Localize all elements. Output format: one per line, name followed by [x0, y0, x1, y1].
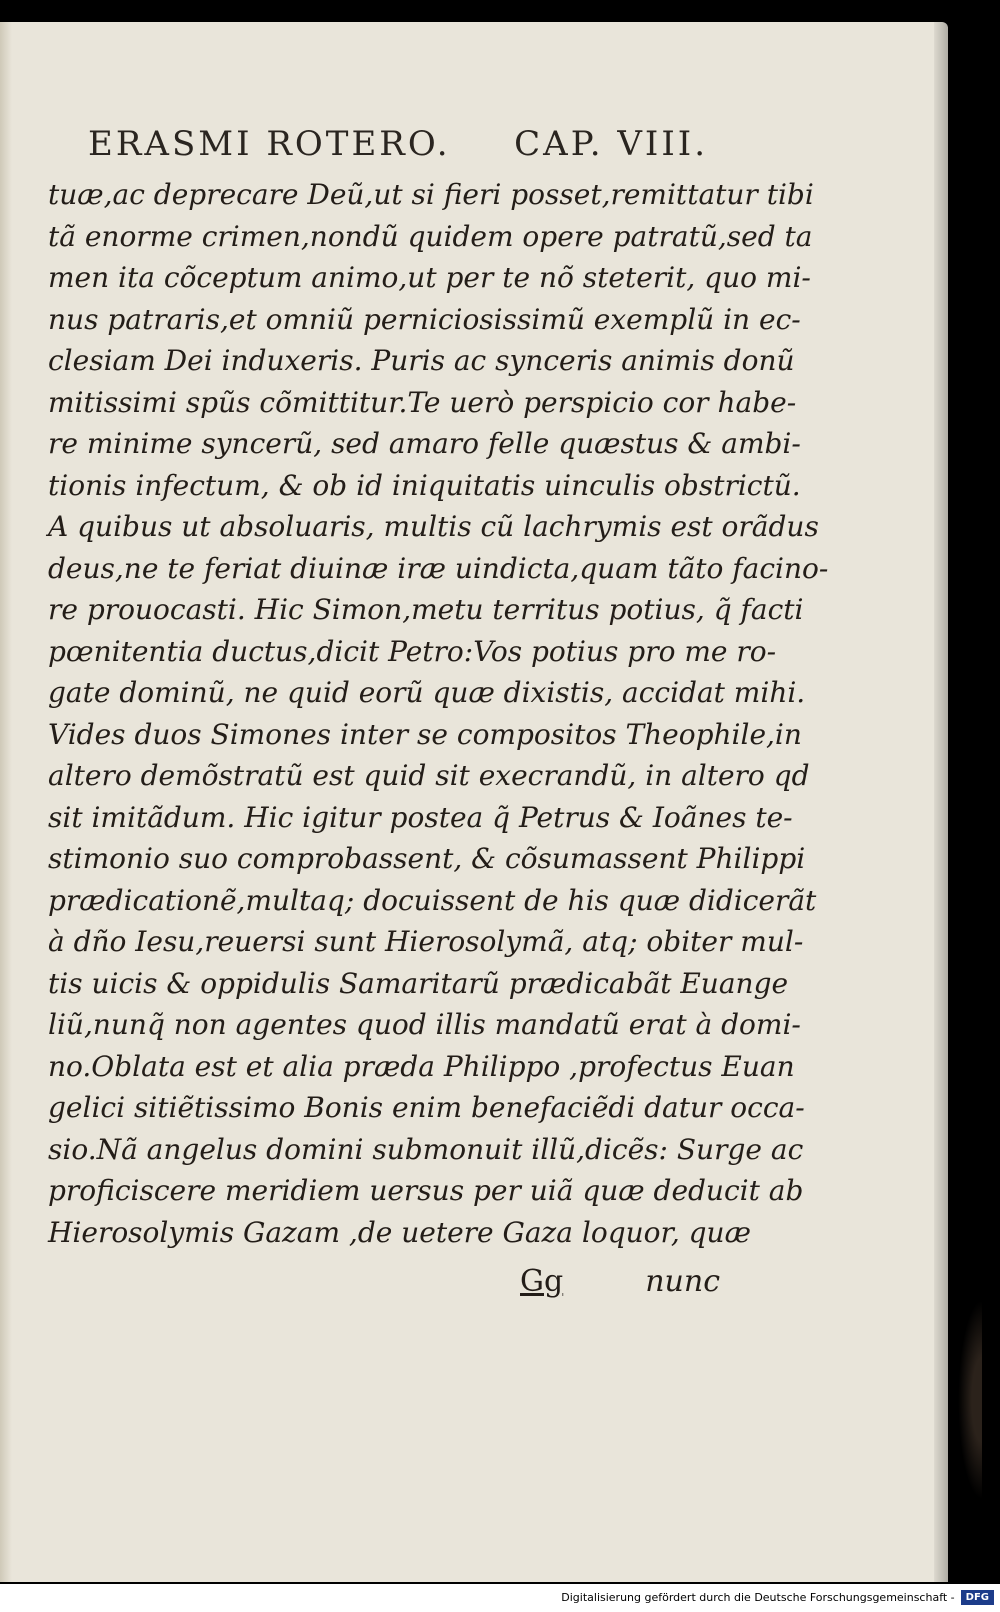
text-line: stimonio suo comprobassent, & cõsumassent Philippi	[48, 842, 806, 875]
text-line: tionis infectum, & ob id iniquitatis uinculis obstrictũ.	[48, 468, 801, 502]
text-line: deus,ne te feriat diuinæ iræ uindicta,quam tãto facino-	[48, 551, 829, 585]
footer-credit: Digitalisierung gefördert durch die Deutsche Forschungsgemeinschaft -	[561, 1590, 955, 1604]
running-head-left: ERASMI ROTERO.	[88, 124, 451, 164]
text-block	[48, 174, 829, 1253]
text-line: prædicationẽ,multaq; docuissent de his quæ didicerãt	[48, 883, 817, 917]
text-line: mitissimi spũs cõmittitur.Te uerò perspicio cor habe-	[48, 385, 797, 419]
catchword: nunc	[645, 1264, 720, 1299]
text-line: Vides duos Simones inter se compositos Theophile,in	[48, 717, 802, 751]
book-page	[0, 22, 948, 1582]
running-head	[88, 124, 708, 164]
text-line: sit imitãdum. Hic igitur postea q̃ Petrus & Ioãnes te-	[48, 800, 793, 834]
text-line: nus patraris,et omniũ perniciosissimũ exemplũ in ec-	[48, 302, 801, 336]
dfg-logo: DFG	[961, 1590, 994, 1605]
text-line: altero demõstratũ est quid sit execrandũ, in altero qd	[48, 759, 810, 792]
footer	[561, 1586, 994, 1608]
text-line: liũ,nunq̃ non agentes quod illis mandatũ erat à domi-	[48, 1008, 801, 1041]
text-line: gate dominũ, ne quid eorũ quæ dixistis, accidat mihi.	[48, 676, 806, 709]
text-line: tuæ,ac deprecare Deũ,ut si fieri posset,remittatur tibi	[48, 178, 814, 211]
text-line: re minime syncerũ, sed amaro felle quæstus & ambi-	[48, 427, 801, 460]
text-line: A quibus ut absoluaris, multis cũ lachrymis est orãdus	[48, 510, 819, 543]
text-line: sio.Nã angelus domini submonuit illũ,dicẽs: Surge ac	[48, 1132, 804, 1166]
signature-mark: Gg	[520, 1264, 564, 1299]
text-line: men ita cõceptum animo,ut per te nõ steterit, quo mi-	[48, 261, 811, 294]
text-line: no.Oblata est et alia præda Philippo ,profectus Euan	[48, 1049, 795, 1083]
running-head-right: CAP. VIII.	[514, 124, 708, 164]
text-line: gelici sitiẽtissimo Bonis enim benefaciẽdi datur occa-	[48, 1091, 805, 1124]
text-line: tã enorme crimen,nondũ quidem opere patratũ,sed ta	[48, 219, 813, 253]
text-line: re prouocasti. Hic Simon,metu territus potius, q̃ facti	[48, 593, 804, 626]
text-line: Hierosolymis Gazam ,de uetere Gaza loquor, quæ	[48, 1215, 751, 1249]
text-line: tis uicis & oppidulis Samaritarũ prædicabãt Euange	[48, 966, 789, 1000]
text-line: proficiscere meridiem uersus per uiã quæ deducit ab	[48, 1174, 804, 1207]
gutter-shadow	[0, 22, 12, 1582]
burn-damage	[958, 1300, 982, 1500]
text-line: pœnitentia ductus,dicit Petro:Vos potius pro me ro-	[48, 634, 777, 668]
text-line: clesiam Dei induxeris. Puris ac synceris animis donũ	[48, 344, 795, 377]
signature-row	[520, 1264, 720, 1299]
page-edge	[934, 22, 948, 1582]
text-line: à dño Iesu,reuersi sunt Hierosolymã, atq; obiter mul-	[48, 925, 804, 958]
